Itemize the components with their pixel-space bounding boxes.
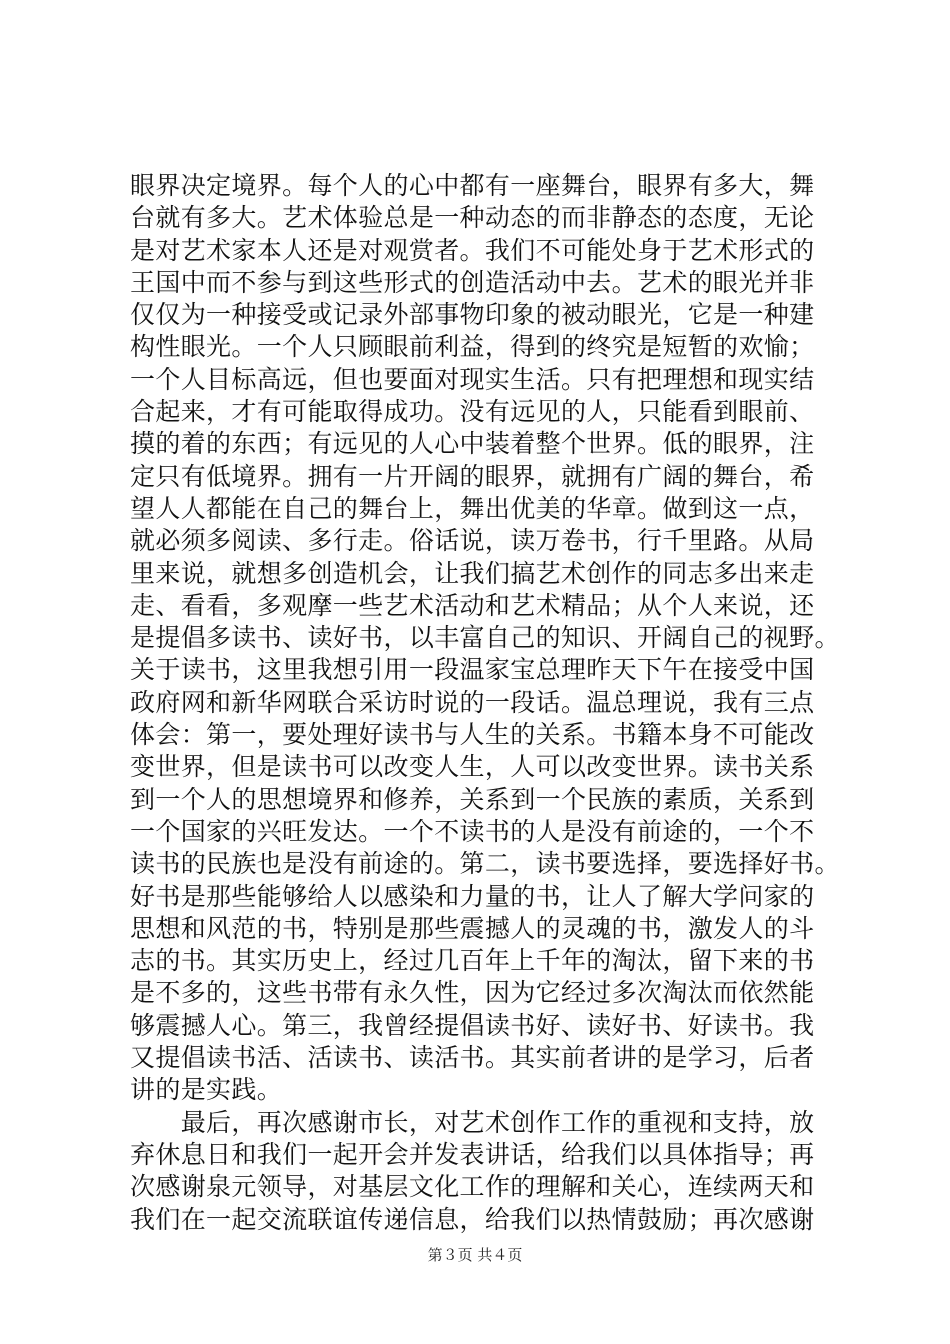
text-line: 一个人目标高远，但也要面对现实生活。只有把理想和现实结	[130, 364, 815, 394]
body-text	[130, 170, 840, 1236]
text-line: 读书的民族也是没有前途的。第二，读书要选择，要选择好书。	[130, 849, 840, 879]
text-line: 王国中而不参与到这些形式的创造活动中去。艺术的眼光并非	[130, 267, 815, 297]
text-line: 讲的是实践。	[130, 1075, 283, 1105]
text-line: 眼界决定境界。每个人的心中都有一座舞台，眼界有多大，舞	[130, 171, 815, 200]
text-line: 好书是那些能够给人以感染和力量的书，让人了解大学问家的	[130, 881, 815, 911]
text-line: 志的书。其实历史上，经过几百年上千年的淘汰，留下来的书	[130, 946, 815, 976]
text-line: 定只有低境界。拥有一片开阔的眼界，就拥有广阔的舞台，希	[130, 461, 815, 491]
text-line: 够震撼人心。第三，我曾经提倡读书好、读好书、好读书。我	[130, 1010, 815, 1040]
text-line: 走、看看，多观摩一些艺术活动和艺术精品；从个人来说，还	[130, 590, 815, 620]
text-line: 构性眼光。一个人只顾眼前利益，得到的终究是短暂的欢愉；	[130, 332, 815, 362]
text-line: 关于读书，这里我想引用一段温家宝总理昨天下午在接受中国	[130, 655, 815, 685]
text-line: 弃休息日和我们一起开会并发表讲话，给我们以具体指导；再	[130, 1139, 815, 1169]
text-line: 我们在一起交流联谊传递信息，给我们以热情鼓励；再次感谢	[130, 1204, 815, 1234]
text-line: 是对艺术家本人还是对观赏者。我们不可能处身于艺术形式的	[130, 235, 815, 265]
text-line: 摸的着的东西；有远见的人心中装着整个世界。低的眼界，注	[130, 429, 815, 459]
text-line: 是不多的，这些书带有永久性，因为它经过多次淘汰而依然能	[130, 978, 815, 1008]
text-line: 次感谢泉元领导，对基层文化工作的理解和关心，连续两天和	[130, 1172, 815, 1202]
text-line: 合起来，才有可能取得成功。没有远见的人，只能看到眼前、	[130, 397, 815, 427]
page-number-footer: 第３页 共４页	[427, 1246, 523, 1264]
text-line: 仅仅为一种接受或记录外部事物印象的被动眼光，它是一种建	[130, 300, 815, 330]
text-line: 最后，再次感谢市长，对艺术创作工作的重视和支持，放	[130, 1107, 815, 1137]
text-line: 就必须多阅读、多行走。俗话说，读万卷书，行千里路。从局	[130, 526, 815, 556]
text-line: 里来说，就想多创造机会，让我们搞艺术创作的同志多出来走	[130, 558, 815, 588]
text-line: 一个国家的兴旺发达。一个不读书的人是没有前途的，一个不	[130, 816, 815, 846]
text-line: 思想和风范的书，特别是那些震撼人的灵魂的书，激发人的斗	[130, 913, 815, 943]
text-line: 是提倡多读书、读好书，以丰富自己的知识、开阔自己的视野。	[130, 623, 840, 653]
text-line: 望人人都能在自己的舞台上，舞出优美的华章。做到这一点，	[130, 493, 815, 523]
text-line: 体会：第一，要处理好读书与人生的关系。书籍本身不可能改	[130, 720, 815, 750]
text-line: 政府网和新华网联合采访时说的一段话。温总理说，我有三点	[130, 687, 815, 717]
text-line: 到一个人的思想境界和修养，关系到一个民族的素质，关系到	[130, 784, 815, 814]
text-line: 台就有多大。艺术体验总是一种动态的而非静态的态度，无论	[130, 203, 815, 233]
text-line: 变世界，但是读书可以改变人生，人可以改变世界。读书关系	[130, 752, 815, 782]
text-line: 又提倡读书活、活读书、读活书。其实前者讲的是学习，后者	[130, 1043, 815, 1073]
